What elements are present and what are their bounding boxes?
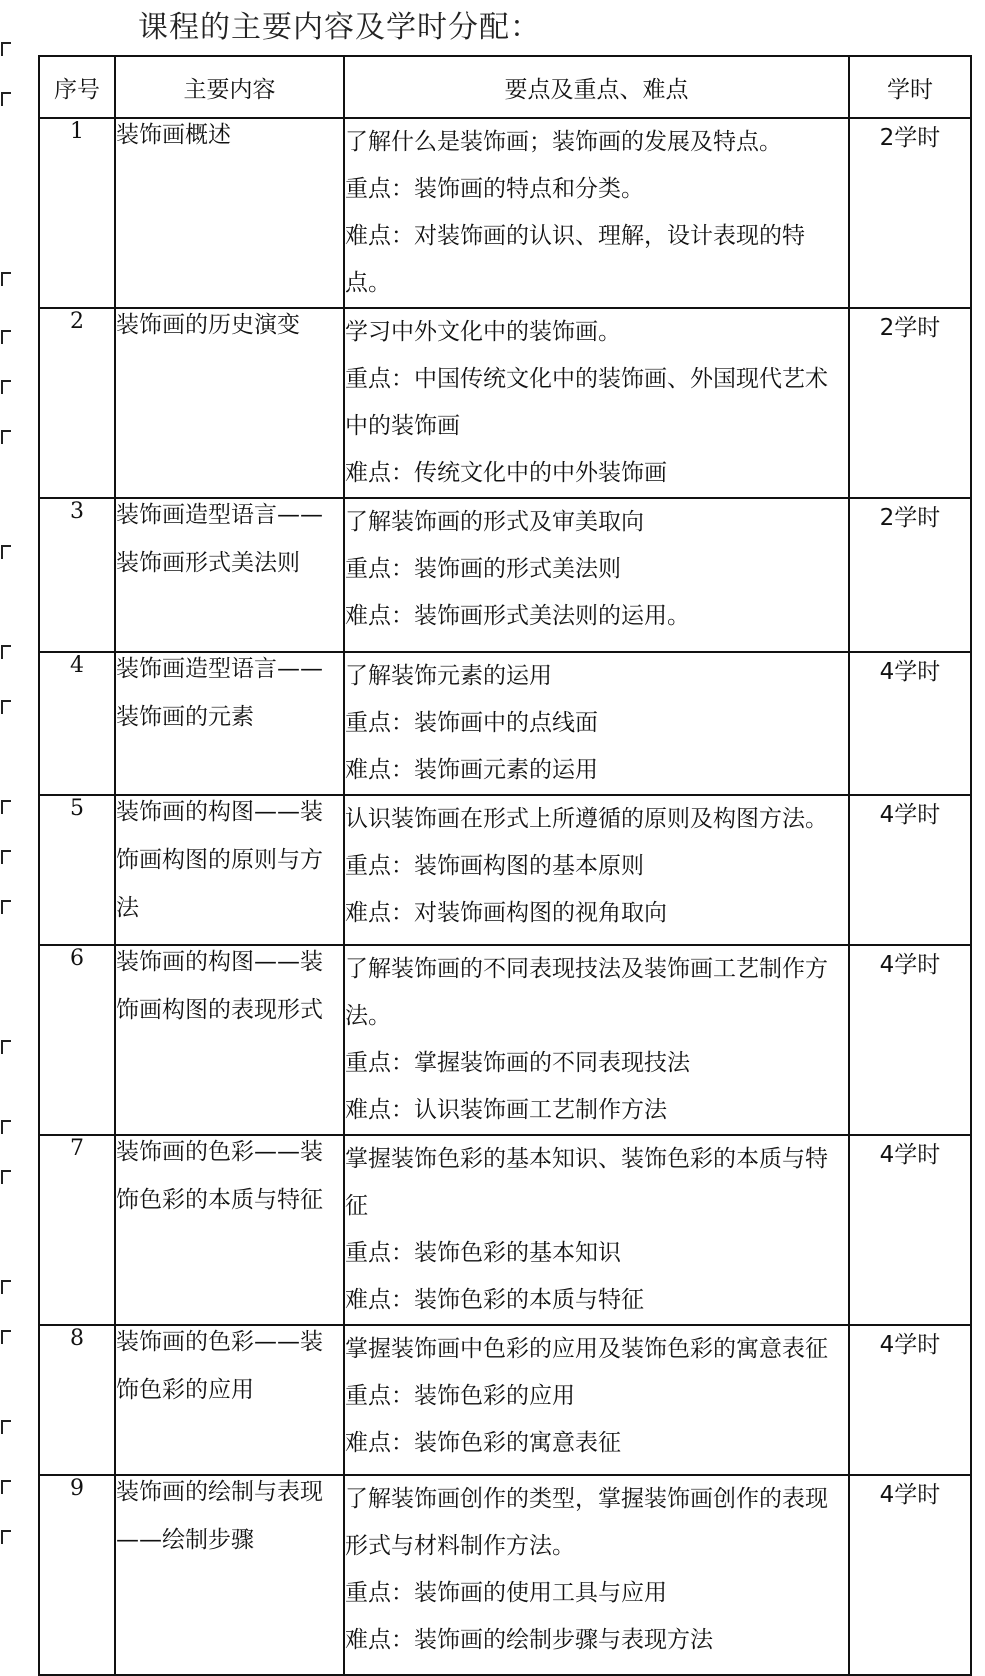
- margin-mark: [1, 1040, 11, 1054]
- row-point-key: 重点：装饰画中的点线面: [345, 710, 598, 736]
- row-number: 7: [39, 1135, 115, 1325]
- table-row: [39, 118, 971, 308]
- row-point-difficulty: 难点：装饰画元素的运用: [345, 757, 598, 783]
- row-number: 3: [39, 498, 115, 652]
- row-point-key: 重点：掌握装饰画的不同表现技法: [345, 1050, 690, 1076]
- row-point-difficulty: 难点：装饰色彩的本质与特征: [345, 1287, 644, 1313]
- row-topic: [115, 795, 344, 945]
- header-serial-number: 序号: [39, 56, 115, 118]
- row-point-difficulty: 难点：装饰画的绘制步骤与表现方法: [345, 1627, 713, 1653]
- row-number: 9: [39, 1475, 115, 1675]
- row-topic: [115, 1475, 344, 1675]
- margin-mark: [1, 1120, 11, 1134]
- row-hours: 2学时: [849, 118, 971, 308]
- margin-mark: [1, 1480, 11, 1494]
- row-point-difficulty: 难点：装饰色彩的寓意表征: [345, 1430, 621, 1456]
- row-point-intro: 掌握装饰画中色彩的应用及装饰色彩的寓意表征: [345, 1336, 828, 1362]
- row-point-difficulty: 难点：装饰画形式美法则的运用。: [345, 603, 690, 629]
- row-point-intro: 认识装饰画在形式上所遵循的原则及构图方法。: [345, 806, 828, 832]
- row-topic-text: 装饰画造型语言——装饰画的元素: [116, 656, 323, 730]
- row-points: [344, 945, 849, 1135]
- row-points: [344, 1135, 849, 1325]
- row-number: 6: [39, 945, 115, 1135]
- margin-mark: [1, 92, 11, 106]
- row-point-key: 重点：装饰画的形式美法则: [345, 556, 621, 582]
- row-topic: [115, 498, 344, 652]
- table-row: [39, 498, 971, 652]
- row-number: 8: [39, 1325, 115, 1475]
- row-topic-text: 装饰画概述: [116, 122, 231, 148]
- margin-mark: [1, 545, 11, 559]
- row-point-intro: 了解装饰画创作的类型，掌握装饰画创作的表现形式与材料制作方法。: [345, 1486, 828, 1559]
- row-hours: 2学时: [849, 498, 971, 652]
- row-point-intro: 了解装饰元素的运用: [345, 663, 552, 689]
- margin-mark: [1, 1420, 11, 1434]
- margin-mark: [1, 1170, 11, 1184]
- row-number: 4: [39, 652, 115, 795]
- row-number: 5: [39, 795, 115, 945]
- margin-mark: [1, 380, 11, 394]
- margin-mark: [1, 800, 11, 814]
- header-main-content: 主要内容: [115, 56, 344, 118]
- row-topic: [115, 1135, 344, 1325]
- table-row: [39, 1325, 971, 1475]
- row-topic-text: 装饰画的构图——装饰画构图的原则与方法: [116, 799, 323, 921]
- row-topic: [115, 118, 344, 308]
- row-number: 1: [39, 118, 115, 308]
- row-hours: 4学时: [849, 1135, 971, 1325]
- row-topic: [115, 945, 344, 1135]
- table-row: [39, 1475, 971, 1675]
- row-points: [344, 118, 849, 308]
- table-header-row: [39, 56, 971, 118]
- row-topic-text: 装饰画的色彩——装饰色彩的本质与特征: [116, 1139, 323, 1213]
- row-points: [344, 1475, 849, 1675]
- row-point-difficulty: 难点：传统文化中的中外装饰画: [345, 460, 667, 486]
- margin-mark: [1, 1330, 11, 1344]
- row-hours: 4学时: [849, 652, 971, 795]
- row-topic: [115, 652, 344, 795]
- left-margin-binding-marks: [0, 0, 16, 1635]
- row-point-key: 重点：中国传统文化中的装饰画、外国现代艺术中的装饰画: [345, 366, 828, 439]
- row-points: [344, 652, 849, 795]
- row-point-key: 重点：装饰色彩的基本知识: [345, 1240, 621, 1266]
- margin-mark: [1, 645, 11, 659]
- row-point-key: 重点：装饰画的使用工具与应用: [345, 1580, 667, 1606]
- row-point-intro: 了解装饰画的不同表现技法及装饰画工艺制作方法。: [345, 956, 828, 1029]
- row-hours: 4学时: [849, 1475, 971, 1675]
- row-topic-text: 装饰画的绘制与表现——绘制步骤: [116, 1479, 323, 1553]
- row-topic: [115, 1325, 344, 1475]
- row-points: [344, 498, 849, 652]
- row-topic: [115, 308, 344, 498]
- row-hours: 4学时: [849, 1325, 971, 1475]
- row-points: [344, 795, 849, 945]
- row-hours: 4学时: [849, 945, 971, 1135]
- margin-mark: [1, 1280, 11, 1294]
- row-points: [344, 308, 849, 498]
- table-row: [39, 945, 971, 1135]
- row-topic-text: 装饰画造型语言——装饰画形式美法则: [116, 502, 323, 576]
- row-point-key: 重点：装饰画的特点和分类。: [345, 176, 644, 202]
- row-point-key: 重点：装饰色彩的应用: [345, 1383, 575, 1409]
- table-row: [39, 795, 971, 945]
- row-point-intro: 了解什么是装饰画；装饰画的发展及特点。: [345, 129, 782, 155]
- row-point-key: 重点：装饰画构图的基本原则: [345, 853, 644, 879]
- margin-mark: [1, 1530, 11, 1544]
- table-row: [39, 1135, 971, 1325]
- row-hours: 4学时: [849, 795, 971, 945]
- row-point-difficulty: 难点：对装饰画的认识、理解，设计表现的特点。: [345, 223, 805, 296]
- page-title: 课程的主要内容及学时分配：: [138, 10, 541, 45]
- margin-mark: [1, 330, 11, 344]
- row-point-difficulty: 难点：认识装饰画工艺制作方法: [345, 1097, 667, 1123]
- row-point-intro: 学习中外文化中的装饰画。: [345, 319, 621, 345]
- header-class-hours: 学时: [849, 56, 971, 118]
- row-topic-text: 装饰画的历史演变: [116, 312, 300, 338]
- margin-mark: [1, 700, 11, 714]
- row-hours: 2学时: [849, 308, 971, 498]
- margin-mark: [1, 900, 11, 914]
- margin-mark: [1, 850, 11, 864]
- row-point-intro: 掌握装饰色彩的基本知识、装饰色彩的本质与特征: [345, 1146, 828, 1219]
- row-points: [344, 1325, 849, 1475]
- row-point-difficulty: 难点：对装饰画构图的视角取向: [345, 900, 667, 926]
- margin-mark: [1, 42, 11, 56]
- margin-mark: [1, 272, 11, 286]
- margin-mark: [1, 430, 11, 444]
- row-topic-text: 装饰画的色彩——装饰色彩的应用: [116, 1329, 323, 1403]
- row-topic-text: 装饰画的构图——装饰画构图的表现形式: [116, 949, 323, 1023]
- row-point-intro: 了解装饰画的形式及审美取向: [345, 509, 644, 535]
- course-schedule-table: [38, 55, 972, 1676]
- table-row: [39, 652, 971, 795]
- header-key-points: 要点及重点、难点: [344, 56, 849, 118]
- table-row: [39, 308, 971, 498]
- row-number: 2: [39, 308, 115, 498]
